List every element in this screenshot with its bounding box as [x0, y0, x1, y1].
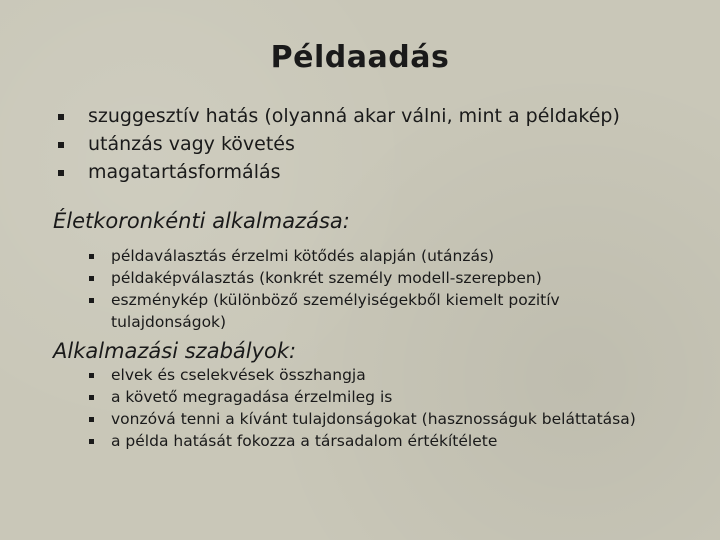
square-bullet-icon [58, 114, 64, 120]
list-item [83, 408, 711, 430]
square-bullet-icon [89, 417, 94, 422]
list-item [83, 267, 671, 289]
list-item [83, 289, 591, 333]
section-heading-lifestages: Életkoronkénti alkalmazása: [53, 209, 350, 233]
square-bullet-icon [58, 170, 64, 176]
main-bullet-item [58, 102, 620, 130]
list-item-text: elvek és cselekvések összhangja [111, 366, 366, 384]
list-item [83, 245, 671, 267]
list-item-text: eszménykép (különböző személyiségekből kiemelt pozitív tulajdonságok) [111, 291, 560, 331]
main-bullet-item [58, 158, 620, 186]
list-item-text: a példa hatását fokozza a társadalom értékítélete [111, 432, 498, 450]
square-bullet-icon [89, 298, 94, 303]
main-bullet-item [58, 130, 620, 158]
square-bullet-icon [58, 142, 64, 148]
square-bullet-icon [89, 254, 94, 259]
list-item [83, 430, 711, 452]
list-item-text: példaválasztás érzelmi kötődés alapján (utánzás) [111, 247, 495, 265]
list-item-text: példaképválasztás (konkrét személy modell-szerepben) [111, 269, 542, 287]
square-bullet-icon [89, 276, 94, 281]
main-bullet-list [58, 102, 620, 186]
main-bullet-text: szuggesztív hatás (olyanná akar válni, mint a példakép) [88, 105, 620, 127]
lifestages-list [83, 245, 671, 333]
rules-list [83, 364, 711, 452]
list-item [83, 364, 711, 386]
list-item [83, 386, 711, 408]
square-bullet-icon [89, 373, 94, 378]
main-bullet-text: magatartásformálás [88, 161, 281, 183]
list-item-text: vonzóvá tenni a kívánt tulajdonságokat (hasznosságuk beláttatása) [111, 410, 636, 428]
list-item-text: a követő megragadása érzelmileg is [111, 388, 393, 406]
main-bullet-text: utánzás vagy követés [88, 133, 295, 155]
section-heading-rules: Alkalmazási szabályok: [53, 339, 297, 363]
slide-title: Példaadás [270, 40, 450, 75]
square-bullet-icon [89, 395, 94, 400]
square-bullet-icon [89, 439, 94, 444]
